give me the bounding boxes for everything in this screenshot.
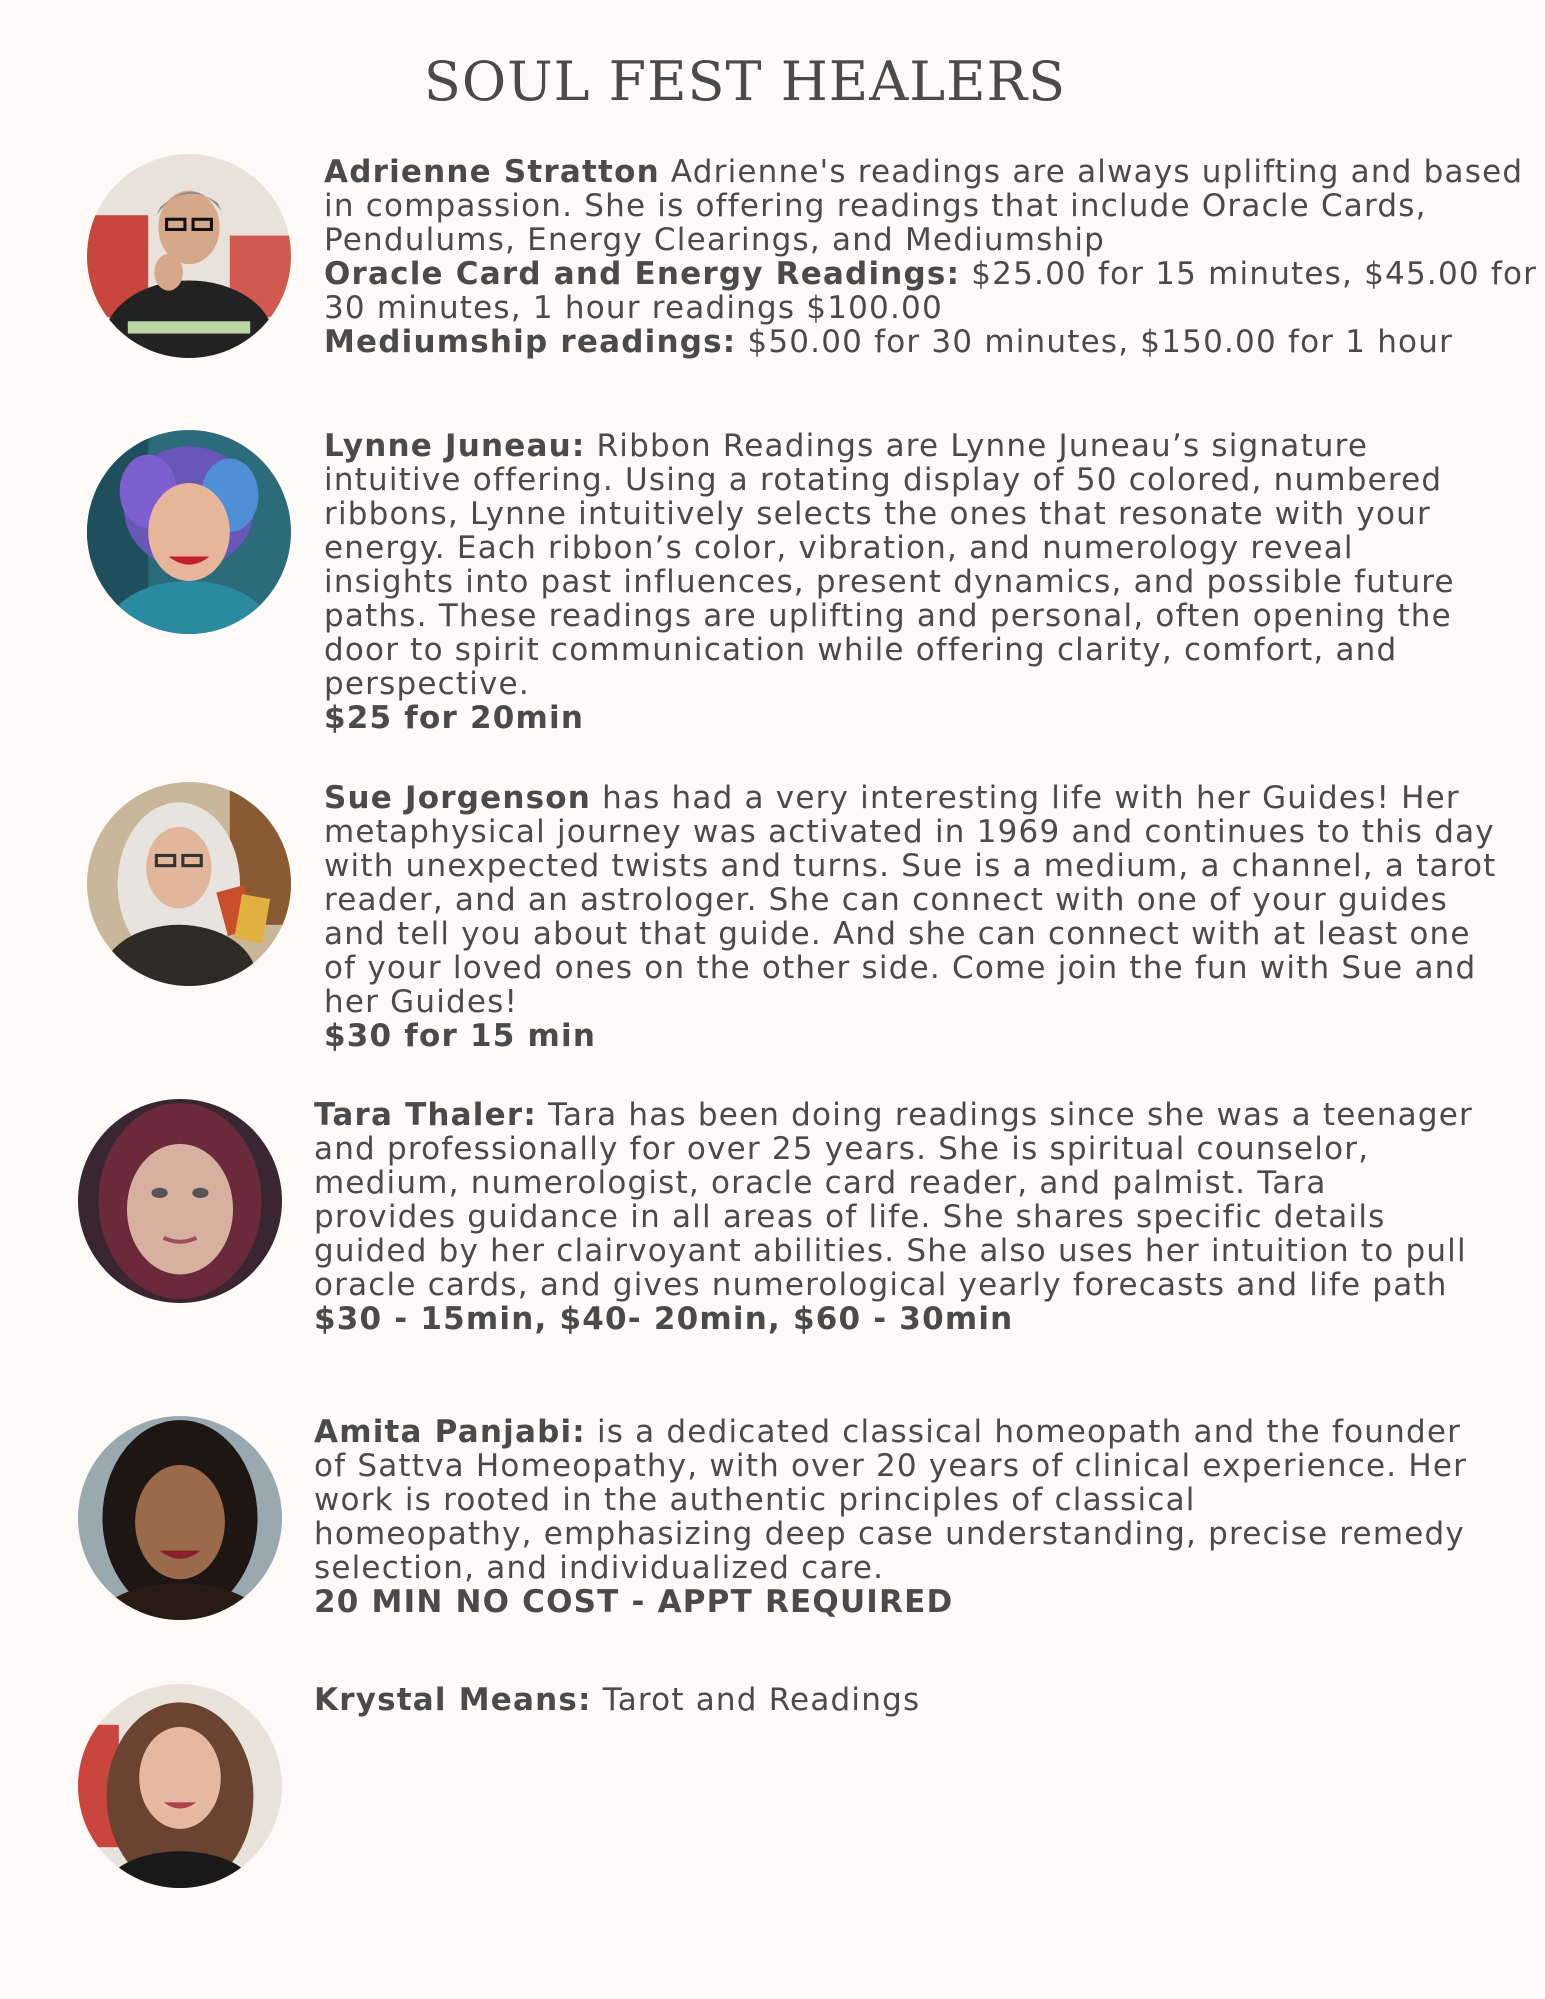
entry-line: reader, and an astrologer. She can connect with one of your guides [324, 882, 1448, 918]
entry-line: in compassion. She is offering readings that include Oracle Cards, [324, 188, 1427, 224]
entry-line: and tell you about that guide. And she can connect with at least one [324, 916, 1471, 952]
healer-entry-tara-thaler [314, 1098, 1473, 1336]
entry-line: Mediumship readings: $50.00 for 30 minutes, $150.00 for 1 hour [324, 324, 1454, 360]
entry-line: Sue Jorgenson has had a very interesting life with her Guides! Her [324, 780, 1460, 816]
entry-line: guided by her clairvoyant abilities. She also uses her intuition to pull [314, 1233, 1467, 1269]
avatar-amita-panjabi [78, 1416, 282, 1620]
portrait-photo-icon [78, 1099, 282, 1303]
healer-entry-amita-panjabi [314, 1415, 1467, 1619]
entry-line: Tara Thaler: Tara has been doing readings since she was a teenager [314, 1097, 1473, 1133]
entry-line: homeopathy, emphasizing deep case understanding, precise remedy [314, 1516, 1465, 1552]
page-title: SOUL FEST HEALERS [423, 50, 1067, 113]
avatar-sue-jorgenson [87, 782, 291, 986]
healer-entry-adrienne-stratton [324, 155, 1537, 359]
entry-line: perspective. [324, 666, 530, 702]
avatar-adrienne-stratton [87, 154, 291, 358]
entry-line: Adrienne Stratton Adrienne's readings are always uplifting and based [324, 154, 1524, 190]
entry-line: Amita Panjabi: is a dedicated classical homeopath and the founder [314, 1414, 1462, 1450]
portrait-photo-icon [78, 1416, 282, 1620]
entry-line: paths. These readings are uplifting and personal, often opening the [324, 598, 1452, 634]
entry-line: of Sattva Homeopathy, with over 20 years of clinical experience. Her [314, 1448, 1468, 1484]
entry-line: ribbons, Lynne intuitively selects the ones that resonate with your [324, 496, 1431, 532]
entry-line: Lynne Juneau: Ribbon Readings are Lynne Juneau’s signature [324, 428, 1369, 464]
avatar-tara-thaler [78, 1099, 282, 1303]
entry-line: energy. Each ribbon’s color, vibration, and numerology reveal [324, 530, 1354, 566]
entry-line: door to spirit communication while offering clarity, comfort, and [324, 632, 1398, 668]
entry-line: intuitive offering. Using a rotating display of 50 colored, numbered [324, 462, 1443, 498]
portrait-photo-icon [87, 154, 291, 358]
entry-line: work is rooted in the authentic principles of classical [314, 1482, 1196, 1518]
price-line: 20 MIN NO COST - APPT REQUIRED [314, 1584, 954, 1620]
entry-line: provides guidance in all areas of life. She shares specific details [314, 1199, 1386, 1235]
avatar-krystal-means [78, 1684, 282, 1888]
entry-line: Oracle Card and Energy Readings: $25.00 for 15 minutes, $45.00 for [324, 256, 1538, 292]
entry-line: insights into past influences, present dynamics, and possible future [324, 564, 1455, 600]
portrait-photo-icon [78, 1684, 282, 1888]
entry-line: oracle cards, and gives numerological yearly forecasts and life path [314, 1267, 1448, 1303]
entry-line: medium, numerologist, oracle card reader, and palmist. Tara [314, 1165, 1327, 1201]
portrait-photo-icon [87, 430, 291, 634]
portrait-photo-icon [87, 782, 291, 986]
entry-line: Krystal Means: Tarot and Readings [314, 1682, 921, 1718]
healer-entry-krystal-means [314, 1683, 920, 1717]
entry-line: Pendulums, Energy Clearings, and Mediumship [324, 222, 1106, 258]
healer-entry-lynne-juneau [324, 429, 1455, 735]
price-line: $30 for 15 min [324, 1018, 597, 1054]
entry-line: with unexpected twists and turns. Sue is a medium, a channel, a tarot [324, 848, 1497, 884]
entry-line: her Guides! [324, 984, 519, 1020]
entry-line: and professionally for over 25 years. She is spiritual counselor, [314, 1131, 1370, 1167]
healer-entry-sue-jorgenson [324, 781, 1497, 1053]
avatar-lynne-juneau [87, 430, 291, 634]
entry-line: selection, and individualized care. [314, 1550, 885, 1586]
entry-line: of your loved ones on the other side. Come join the fun with Sue and [324, 950, 1477, 986]
entry-line: 30 minutes, 1 hour readings $100.00 [324, 290, 943, 326]
price-line: $30 - 15min, $40- 20min, $60 - 30min [314, 1301, 1014, 1337]
entry-line: metaphysical journey was activated in 1969 and continues to this day [324, 814, 1495, 850]
price-line: $25 for 20min [324, 700, 585, 736]
